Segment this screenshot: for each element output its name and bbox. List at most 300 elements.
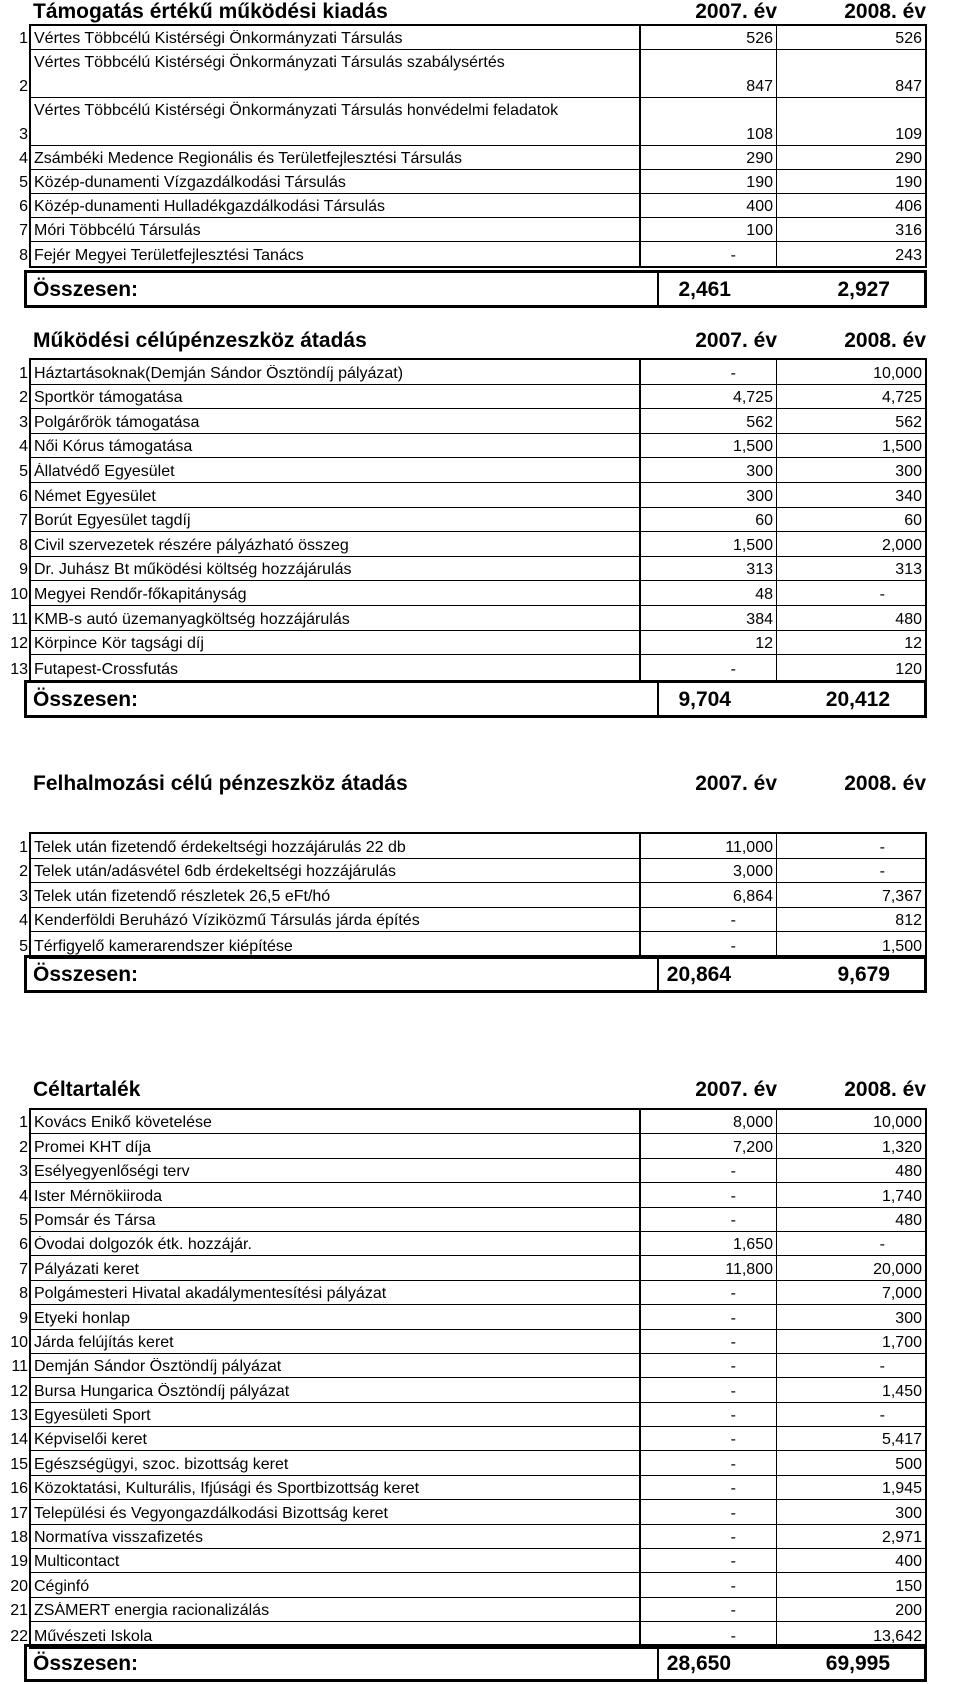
total-divider	[657, 1647, 659, 1679]
value-2007: -	[730, 1163, 736, 1181]
row-name: Művészeti Iskola	[34, 1627, 153, 1645]
row-number: 12	[10, 1382, 28, 1400]
value-2008-cell	[776, 606, 925, 630]
row-number: 11	[11, 610, 28, 628]
value-2007-cell	[639, 1305, 776, 1328]
value-2007: 8,000	[732, 1114, 773, 1132]
value-2008-cell	[776, 26, 925, 49]
value-2008: 60	[904, 512, 922, 530]
value-2007: 1,500	[732, 536, 773, 554]
value-2008: -	[879, 1236, 885, 1254]
value-2008: 480	[895, 1211, 922, 1229]
value-2008-cell	[776, 1134, 925, 1157]
value-2008-cell	[776, 1403, 925, 1426]
table-row	[19, 1159, 925, 1183]
value-2008-cell	[776, 50, 925, 97]
value-2007-cell	[639, 1159, 776, 1182]
row-number: 1	[19, 30, 28, 47]
table-row	[19, 532, 925, 557]
section-title: Céltartalék	[33, 1078, 141, 1101]
table-row	[10, 1378, 925, 1402]
value-2007-cell	[639, 859, 776, 883]
value-2007-cell	[639, 606, 776, 630]
table-row	[10, 1598, 925, 1622]
table-row	[19, 557, 925, 582]
table-row	[11, 1354, 925, 1378]
table-row	[19, 242, 925, 266]
section-header	[0, 1078, 960, 1104]
value-2008-cell	[776, 834, 925, 858]
value-2008-cell	[776, 483, 925, 507]
row-name: Járda felújítás keret	[34, 1333, 174, 1351]
value-2007: 100	[746, 222, 773, 239]
table-row	[19, 26, 925, 50]
row-number: 16	[10, 1480, 28, 1498]
value-2008: 313	[895, 561, 922, 579]
table-row	[19, 834, 925, 859]
value-2007: 6,864	[732, 887, 773, 905]
value-2007: -	[730, 1504, 736, 1522]
section-header	[0, 329, 960, 355]
value-2007: 562	[746, 413, 773, 431]
row-number: 11	[11, 1358, 28, 1376]
value-2007: 313	[746, 561, 773, 579]
value-2007-cell	[639, 1183, 776, 1206]
row-name: Kovács Enikő követelése	[34, 1114, 212, 1132]
value-2007-cell	[639, 218, 776, 241]
table-row	[19, 883, 925, 908]
value-2007: 108	[746, 126, 773, 143]
value-2008-cell	[776, 194, 925, 217]
value-2007: -	[730, 937, 736, 955]
row-number: 10	[10, 1333, 28, 1351]
row-number: 6	[19, 487, 28, 505]
table-row	[19, 1232, 925, 1256]
value-2008: -	[879, 863, 885, 881]
value-2007-cell	[639, 581, 776, 605]
row-number: 12	[10, 635, 28, 653]
row-number: 3	[19, 413, 28, 431]
value-2008: 1,450	[881, 1382, 922, 1400]
value-2008-cell	[776, 218, 925, 241]
table-row	[19, 1305, 925, 1329]
value-2007-cell	[639, 1549, 776, 1572]
row-name: Közép-dunamenti Hulladékgazdálkodási Társulás	[34, 198, 386, 215]
table-row	[10, 1573, 925, 1597]
row-name: Normatíva visszafizetés	[34, 1529, 203, 1547]
value-2008-cell	[776, 170, 925, 193]
table-row	[19, 385, 925, 410]
row-number: 4	[19, 912, 28, 930]
value-2008: 10,000	[873, 364, 922, 382]
value-2008: 1,500	[881, 438, 922, 456]
row-name: Céginfó	[34, 1577, 90, 1595]
value-2008: 290	[895, 150, 922, 167]
value-2007-cell	[639, 1110, 776, 1133]
value-2008-cell	[776, 1305, 925, 1328]
value-2007: -	[730, 660, 736, 678]
table-row	[19, 170, 925, 194]
value-2008: 400	[895, 1553, 922, 1571]
year-2008-header: 2008. év	[844, 329, 926, 352]
value-2008-cell	[776, 581, 925, 605]
table-row	[19, 1256, 925, 1280]
row-name: Demján Sándor Ösztöndíj pályázat	[34, 1358, 282, 1376]
row-number: 21	[10, 1602, 28, 1620]
row-number: 13	[10, 1407, 28, 1425]
value-2007: -	[730, 1358, 736, 1376]
table-row	[19, 98, 925, 146]
row-name: Pályázati keret	[34, 1260, 139, 1278]
value-2008-cell	[776, 146, 925, 169]
value-2008: -	[879, 838, 885, 856]
table-row	[19, 1183, 925, 1207]
value-2007: -	[730, 1407, 736, 1425]
value-2007: -	[730, 912, 736, 930]
value-2008-cell	[776, 631, 925, 655]
table-row	[10, 1330, 925, 1354]
total-2008: 2,927	[837, 278, 890, 301]
row-name: Polgárőrök támogatása	[34, 413, 200, 431]
data-table	[19, 24, 927, 268]
value-2007: 4,725	[732, 389, 773, 407]
total-2007: 2,461	[678, 278, 731, 301]
value-2007-cell	[639, 409, 776, 433]
value-2007-cell	[639, 1330, 776, 1353]
total-label: Összesen:	[33, 963, 139, 986]
value-2007: 48	[755, 585, 773, 603]
value-2007: -	[730, 247, 736, 264]
total-2008: 20,412	[825, 688, 890, 711]
table-row	[11, 606, 925, 631]
value-2008: 243	[895, 247, 922, 264]
value-2008-cell	[776, 1183, 925, 1206]
data-table	[10, 358, 927, 682]
value-2008-cell	[776, 908, 925, 932]
value-2007-cell	[639, 1378, 776, 1401]
value-2008-cell	[776, 1451, 925, 1474]
value-2008-cell	[776, 1549, 925, 1572]
value-2008-cell	[776, 1159, 925, 1182]
row-number: 14	[10, 1431, 28, 1449]
row-number: 6	[19, 198, 28, 215]
row-number: 7	[19, 222, 28, 239]
value-2007: -	[730, 1431, 736, 1449]
row-number: 20	[10, 1577, 28, 1595]
row-number: 5	[19, 174, 28, 191]
value-2008-cell	[776, 1330, 925, 1353]
value-2007: -	[730, 1577, 736, 1595]
total-divider	[657, 683, 659, 715]
value-2008-cell	[776, 98, 925, 145]
table-row	[10, 1622, 925, 1646]
value-2008: 1,700	[881, 1333, 922, 1351]
value-2008: 812	[895, 912, 922, 930]
row-number: 2	[19, 389, 28, 407]
value-2008-cell	[776, 1378, 925, 1401]
row-name: Egyesületi Sport	[34, 1407, 151, 1425]
total-row	[24, 680, 927, 718]
value-2007: 847	[746, 78, 773, 95]
value-2007: -	[730, 1553, 736, 1571]
row-number: 1	[19, 838, 28, 856]
value-2007-cell	[639, 532, 776, 556]
data-table	[10, 1108, 927, 1649]
value-2007: -	[730, 1627, 736, 1645]
value-2008-cell	[776, 508, 925, 532]
value-2008: 12	[904, 635, 922, 653]
row-name: Telek után/adásvétel 6db érdekeltségi hozzájárulás	[34, 863, 397, 881]
table-row	[19, 50, 925, 98]
row-number: 5	[19, 937, 28, 955]
value-2008: 200	[895, 1602, 922, 1620]
row-number: 18	[10, 1529, 28, 1547]
table-row	[19, 458, 925, 483]
value-2007: -	[730, 1529, 736, 1547]
value-2008: 5,417	[881, 1431, 922, 1449]
total-2007: 20,864	[666, 963, 731, 986]
value-2008: -	[879, 1358, 885, 1376]
row-name: Vértes Többcélú Kistérségi Önkormányzati Társulás honvédelmi feladatok	[34, 102, 559, 119]
row-number: 4	[19, 438, 28, 456]
value-2008: 7,367	[881, 887, 922, 905]
value-2008-cell	[776, 1525, 925, 1548]
row-name: Pomsár és Társa	[34, 1211, 156, 1229]
year-2007-header: 2007. év	[695, 772, 777, 795]
row-name: Sportkör támogatása	[34, 389, 183, 407]
section-title: Támogatás értékű működési kiadás	[33, 0, 388, 23]
row-number: 7	[19, 512, 28, 530]
value-2008-cell	[776, 655, 925, 680]
row-number: 8	[19, 536, 28, 554]
value-2007: 190	[746, 174, 773, 191]
value-2007: 384	[746, 610, 773, 628]
value-2008: 300	[895, 462, 922, 480]
value-2008: 406	[895, 198, 922, 215]
row-number: 2	[19, 78, 28, 95]
row-number: 6	[19, 1236, 28, 1254]
value-2008-cell	[776, 1281, 925, 1304]
value-2008: 2,971	[881, 1529, 922, 1547]
row-name: Óvodai dolgozók étk. hozzájár.	[34, 1236, 252, 1254]
row-number: 1	[19, 1114, 28, 1132]
row-name: ZSÁMERT energia racionalizálás	[34, 1602, 270, 1620]
row-number: 3	[19, 1163, 28, 1181]
value-2008: 480	[895, 1163, 922, 1181]
value-2008: -	[879, 1407, 885, 1425]
table-row	[19, 1110, 925, 1134]
table-row	[10, 655, 925, 680]
value-2007-cell	[639, 557, 776, 581]
table-row	[19, 1134, 925, 1158]
row-number: 17	[10, 1504, 28, 1522]
value-2008: 150	[895, 1577, 922, 1595]
value-2008-cell	[776, 434, 925, 458]
value-2008-cell	[776, 385, 925, 409]
data-table	[19, 832, 927, 959]
total-divider	[657, 273, 659, 305]
table-row	[19, 409, 925, 434]
total-2008: 69,995	[825, 1652, 890, 1675]
row-name: Ister Mérnökiiroda	[34, 1187, 163, 1205]
row-name: KMB-s autó üzemanyagköltség hozzájárulás	[34, 610, 350, 628]
value-2008: 847	[895, 78, 922, 95]
value-2008: 526	[895, 30, 922, 47]
row-number: 5	[19, 462, 28, 480]
value-2008-cell	[776, 1256, 925, 1279]
value-2007: 11,800	[725, 1260, 773, 1278]
row-number: 2	[19, 1138, 28, 1156]
total-row	[24, 955, 927, 993]
value-2007-cell	[639, 50, 776, 97]
value-2007: 11,000	[725, 838, 773, 856]
row-number: 13	[10, 660, 28, 678]
value-2007-cell	[639, 1500, 776, 1523]
value-2007-cell	[639, 1208, 776, 1231]
value-2008: 13,642	[873, 1627, 922, 1645]
value-2008-cell	[776, 1427, 925, 1450]
value-2007-cell	[639, 1598, 776, 1621]
value-2008: 562	[895, 413, 922, 431]
year-2007-header: 2007. év	[695, 1078, 777, 1101]
table-row	[10, 1427, 925, 1451]
total-row	[24, 270, 927, 308]
value-2007-cell	[639, 1134, 776, 1157]
value-2008-cell	[776, 1476, 925, 1499]
value-2008: 340	[895, 487, 922, 505]
row-name: Promei KHT díja	[34, 1138, 152, 1156]
value-2008-cell	[776, 1208, 925, 1231]
value-2008-cell	[776, 409, 925, 433]
value-2007-cell	[639, 98, 776, 145]
value-2007: -	[730, 364, 736, 382]
value-2008-cell	[776, 859, 925, 883]
table-row	[19, 483, 925, 508]
row-name: Esélyegyenlőségi terv	[34, 1163, 190, 1181]
row-number: 7	[19, 1260, 28, 1278]
value-2008-cell	[776, 883, 925, 907]
row-number: 8	[19, 1285, 28, 1303]
table-row	[19, 1281, 925, 1305]
value-2007-cell	[639, 1451, 776, 1474]
total-label: Összesen:	[33, 1652, 139, 1675]
value-2008: 316	[895, 222, 922, 239]
value-2008: 1,945	[881, 1480, 922, 1498]
value-2007: -	[730, 1309, 736, 1327]
value-2008-cell	[776, 1573, 925, 1596]
row-name: Telek után fizetendő érdekeltségi hozzájárulás 22 db	[34, 838, 406, 856]
row-number: 3	[19, 126, 28, 143]
value-2007: -	[730, 1211, 736, 1229]
value-2007-cell	[639, 932, 776, 957]
table-row	[10, 1451, 925, 1475]
value-2008: 120	[895, 660, 922, 678]
row-number: 9	[19, 561, 28, 579]
section-title: Felhalmozási célú pénzeszköz átadás	[33, 772, 408, 795]
table-row	[10, 581, 925, 606]
value-2007-cell	[639, 508, 776, 532]
row-number: 15	[10, 1455, 28, 1473]
table-row	[10, 631, 925, 656]
value-2008-cell	[776, 458, 925, 482]
value-2007-cell	[639, 385, 776, 409]
row-name: Vértes Többcélú Kistérségi Önkormányzati Társulás szabálysértés	[34, 54, 505, 71]
value-2007: -	[730, 1333, 736, 1351]
value-2008: 190	[895, 174, 922, 191]
value-2007-cell	[639, 834, 776, 858]
year-2007-header: 2007. év	[695, 0, 777, 23]
value-2007-cell	[639, 170, 776, 193]
row-name: Körpince Kör tagsági díj	[34, 635, 204, 653]
row-name: Futapest-Crossfutás	[34, 660, 179, 678]
value-2008-cell	[776, 1232, 925, 1255]
row-name: Közoktatási, Kulturális, Ifjúsági és Sportbizottság keret	[34, 1480, 420, 1498]
value-2008-cell	[776, 242, 925, 266]
row-number: 4	[19, 1187, 28, 1205]
total-label: Összesen:	[33, 688, 139, 711]
row-number: 5	[19, 1211, 28, 1229]
value-2008: 7,000	[881, 1285, 922, 1303]
row-name: Állatvédő Egyesület	[34, 462, 175, 480]
value-2007-cell	[639, 146, 776, 169]
section-title: Működési célúpénzeszköz átadás	[33, 329, 367, 352]
value-2008: 480	[895, 610, 922, 628]
value-2007: 300	[746, 462, 773, 480]
row-number: 22	[10, 1627, 28, 1645]
value-2008-cell	[776, 1354, 925, 1377]
row-name: Dr. Juhász Bt működési költség hozzájárulás	[34, 561, 352, 579]
row-number: 19	[10, 1553, 28, 1571]
total-2007: 28,650	[666, 1652, 731, 1675]
table-row	[19, 146, 925, 170]
value-2007-cell	[639, 1354, 776, 1377]
value-2008: 300	[895, 1309, 922, 1327]
value-2008: 1,740	[881, 1187, 922, 1205]
row-number: 8	[19, 247, 28, 264]
value-2007: -	[730, 1602, 736, 1620]
year-2008-header: 2008. év	[844, 1078, 926, 1101]
row-name: Telek után fizetendő részletek 26,5 eFt/hó	[34, 887, 331, 905]
value-2007: 7,200	[732, 1138, 773, 1156]
row-number: 9	[19, 1309, 28, 1327]
table-row	[10, 1500, 925, 1524]
value-2007-cell	[639, 1622, 776, 1646]
value-2008: 10,000	[873, 1114, 922, 1132]
value-2008-cell	[776, 557, 925, 581]
row-number: 10	[10, 585, 28, 603]
value-2007-cell	[639, 655, 776, 680]
value-2007-cell	[639, 194, 776, 217]
row-name: Női Kórus támogatása	[34, 438, 193, 456]
row-name: Német Egyesület	[34, 487, 156, 505]
row-number: 2	[19, 863, 28, 881]
value-2007-cell	[639, 242, 776, 266]
value-2008: 4,725	[881, 389, 922, 407]
row-name: Zsámbéki Medence Regionális és Területfejlesztési Társulás	[34, 150, 463, 167]
value-2007-cell	[639, 26, 776, 49]
value-2007: -	[730, 1285, 736, 1303]
value-2007-cell	[639, 631, 776, 655]
value-2007: 3,000	[732, 863, 773, 881]
value-2008: 2,000	[881, 536, 922, 554]
row-name: Egészségügyi, szoc. bizottság keret	[34, 1455, 289, 1473]
section-header	[0, 772, 960, 798]
value-2007: 290	[746, 150, 773, 167]
value-2007-cell	[639, 1476, 776, 1499]
row-name: Háztartásoknak(Demján Sándor Ösztöndíj pályázat)	[34, 364, 404, 382]
table-row	[10, 1525, 925, 1549]
row-name: Közép-dunamenti Vízgazdálkodási Társulás	[34, 174, 346, 191]
